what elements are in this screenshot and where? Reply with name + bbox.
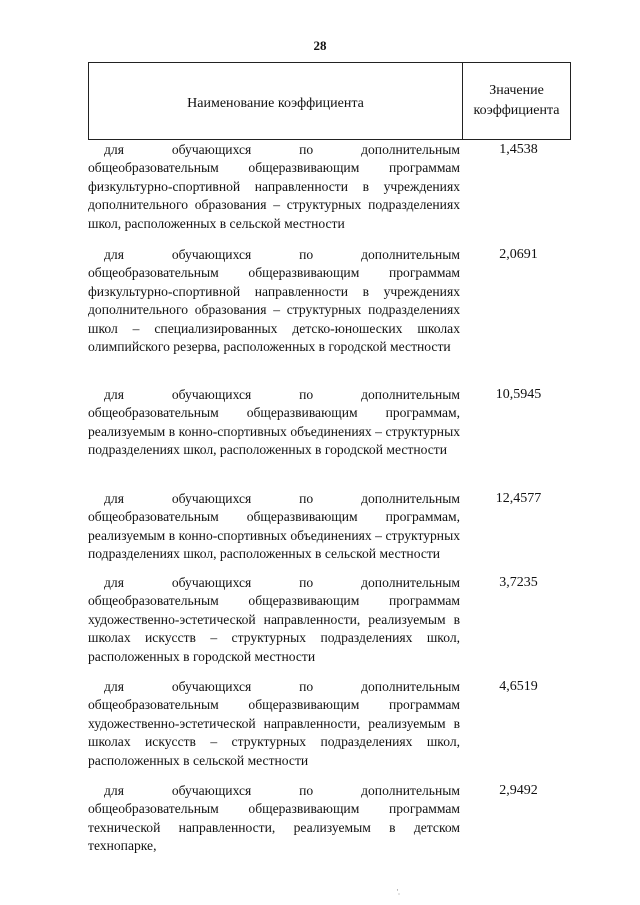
- table-row: [88, 246, 571, 386]
- row-description: для обучающихся по дополнительным общеобразовательным общеразвивающим программам физкультурно-спортивной направленности в учреждениях дополнительного образования – структурных подразделениях школ, расположенных в сельской местности: [88, 142, 460, 231]
- page-number: 28: [313, 38, 327, 53]
- header-value-line2: коэффициента: [473, 103, 560, 118]
- table-row: [88, 678, 571, 782]
- coefficient-rows: [88, 141, 571, 852]
- row-value: 4,6519: [499, 679, 538, 694]
- table-row: [88, 782, 571, 852]
- row-description: для обучающихся по дополнительным общеобразовательным общеразвивающим программам технической направленности, реализуемым в детском технопарке,: [88, 783, 460, 854]
- scan-speck: ·̣: [396, 885, 399, 895]
- row-value: 2,9492: [499, 783, 538, 798]
- row-value: 12,4577: [495, 491, 542, 506]
- table-row: [88, 141, 571, 246]
- row-description: для обучающихся по дополнительным общеобразовательным общеразвивающим программам физкультурно-спортивной направленности в учреждениях дополнительного образования – структурных подразделениях школ – специализированных детско-юношеских школах олимпийского резерва, расположенных в городской местности: [88, 247, 460, 355]
- table-row: [88, 574, 571, 678]
- header-name-column: Наименование коэффициента: [89, 63, 463, 139]
- header-value-line1: Значение: [489, 83, 544, 98]
- row-description: для обучающихся по дополнительным общеобразовательным общеразвивающим программам, реализуемым в конно-спортивных объединениях – структурных подразделениях школ, расположенных в городской местности: [88, 387, 460, 458]
- row-value: 2,0691: [499, 247, 538, 262]
- header-value-column: [463, 63, 570, 139]
- table-header: [88, 62, 571, 140]
- row-description: для обучающихся по дополнительным общеобразовательным общеразвивающим программам художественно-эстетической направленности, реализуемым в школах искусств – структурных подразделениях школ, расположенных в сельской местности: [88, 679, 460, 768]
- row-description: для обучающихся по дополнительным общеобразовательным общеразвивающим программам художественно-эстетической направленности, реализуемым в школах искусств – структурных подразделениях школ, расположенных в городской местности: [88, 575, 460, 664]
- table-row: [88, 386, 571, 490]
- table-row: [88, 490, 571, 574]
- row-value: 3,7235: [499, 575, 538, 590]
- row-description: для обучающихся по дополнительным общеобразовательным общеразвивающим программам, реализуемым в конно-спортивных объединениях – структурных подразделениях школ, расположенных в сельской местности: [88, 491, 460, 562]
- row-value: 1,4538: [499, 142, 538, 157]
- row-value: 10,5945: [495, 387, 542, 402]
